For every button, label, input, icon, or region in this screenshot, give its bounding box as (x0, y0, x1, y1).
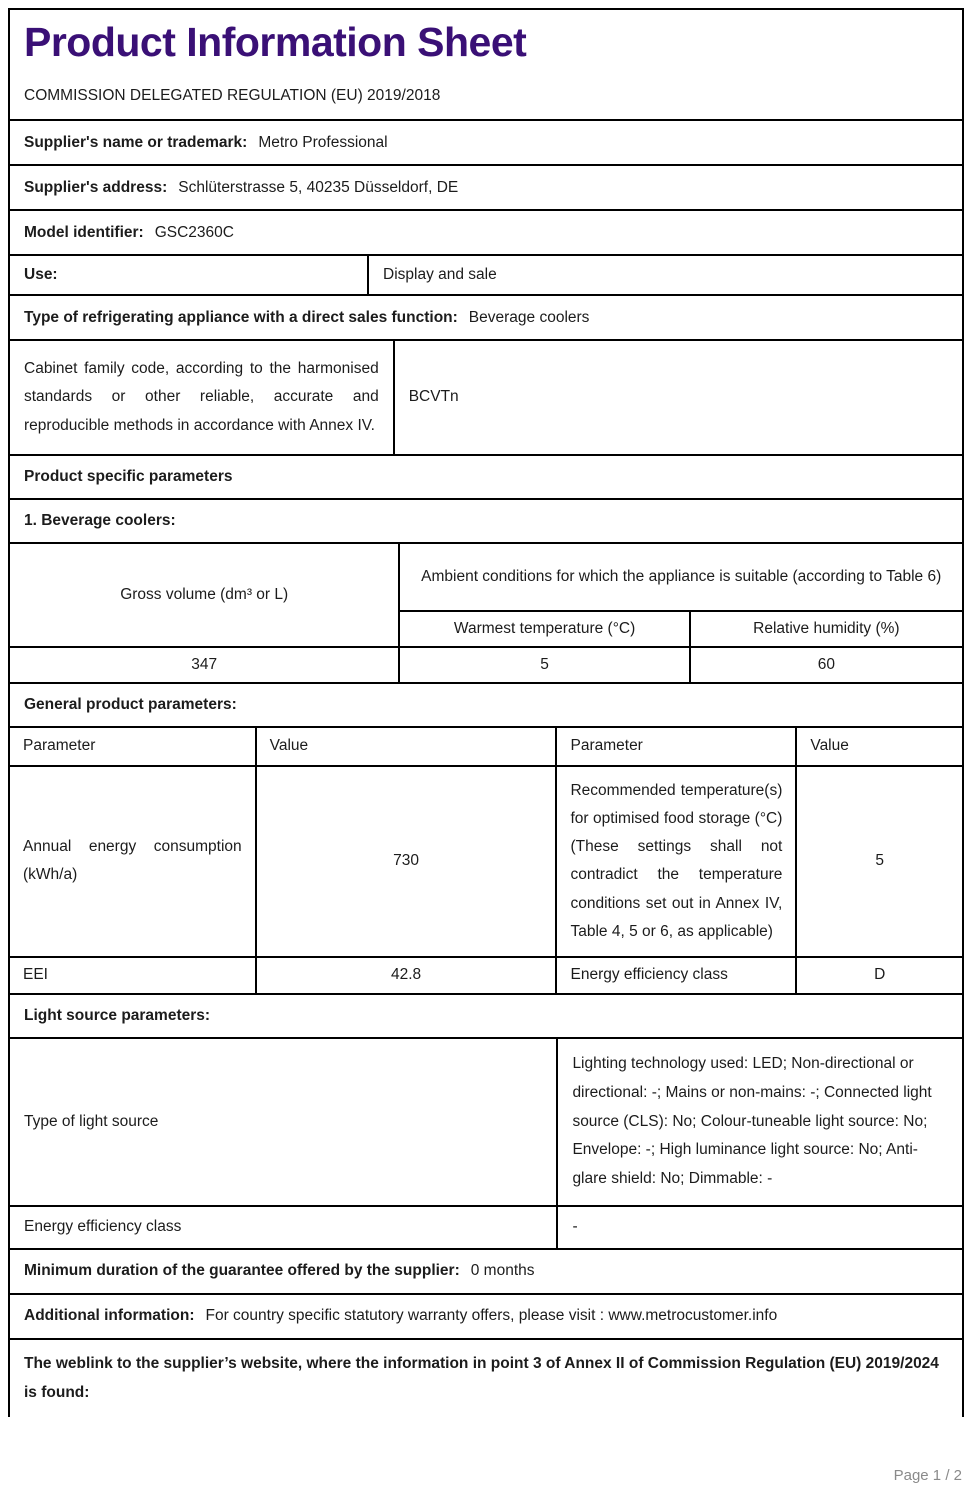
appliance-type-value: Beverage coolers (468, 308, 590, 326)
cabinet-family-value-cell (393, 341, 962, 454)
light-source-type-value (556, 1039, 962, 1205)
guarantee-row (10, 1248, 962, 1293)
column-header-value-1: Value (255, 728, 556, 765)
section-light-source: Light source parameters: (10, 993, 962, 1037)
appliance-type-label: Type of refrigerating appliance with a direct sales function: (24, 308, 458, 326)
annual-energy-value: 730 (255, 765, 556, 956)
recommended-temperature-label: Recommended temperature(s) for optimised food storage (°C) (These settings shall not contradict the temperature conditions set out in Annex IV, Table 4, 5 or 6, as applicable) (555, 765, 795, 956)
model-identifier-label: Model identifier: (24, 223, 144, 241)
gross-volume-value: 347 (10, 646, 398, 682)
light-energy-class-label: Energy efficiency class (10, 1205, 556, 1248)
light-source-type-label: Type of light source (24, 1112, 159, 1130)
recommended-temperature-value: 5 (795, 765, 962, 956)
supplier-address-value: Schlüterstrasse 5, 40235 Düsseldorf, DE (178, 178, 459, 196)
warmest-temperature-value: 5 (398, 646, 688, 682)
energy-class-value: D (795, 956, 962, 993)
gross-volume-header: Gross volume (dm³ or L) (120, 585, 289, 603)
title-block (10, 10, 962, 119)
cabinet-family-label: Cabinet family code, according to the harmonised standards or other reliable, accurate and reproducible methods in accordance with Annex IV. (24, 360, 379, 434)
use-label-cell (10, 256, 367, 294)
regulation-subtitle: COMMISSION DELEGATED REGULATION (EU) 2019/2018 (24, 87, 441, 105)
section-product-specific: Product specific parameters (10, 454, 962, 498)
cabinet-family-label-cell (10, 341, 393, 454)
guarantee-value: 0 months (470, 1262, 535, 1280)
use-row (10, 254, 962, 294)
additional-information-row (10, 1293, 962, 1338)
warmest-temperature-header: Warmest temperature (°C) (398, 610, 688, 646)
column-header-parameter-2: Parameter (555, 728, 795, 765)
energy-class-label: Energy efficiency class (555, 956, 795, 993)
supplier-address-row (10, 164, 962, 209)
supplier-name-row (10, 119, 962, 164)
weblink-row (10, 1338, 962, 1417)
general-parameters-table (10, 726, 962, 993)
supplier-name-value: Metro Professional (258, 133, 388, 151)
annual-energy-label: Annual energy consumption (kWh/a) (10, 765, 255, 956)
guarantee-label: Minimum duration of the guarantee offered by the supplier: (24, 1262, 460, 1280)
light-energy-class-value: - (556, 1205, 962, 1248)
use-value: Display and sale (383, 266, 497, 284)
column-header-parameter-1: Parameter (23, 737, 96, 755)
page-number: Page 1 / 2 (893, 1467, 962, 1484)
light-source-table (10, 1037, 962, 1248)
model-identifier-value: GSC2360C (154, 223, 234, 241)
additional-information-label: Additional information: (24, 1307, 195, 1325)
eei-label: EEI (10, 956, 255, 993)
relative-humidity-header: Relative humidity (%) (689, 610, 962, 646)
use-value-cell (367, 256, 962, 294)
supplier-name-label: Supplier's name or trademark: (24, 133, 248, 151)
supplier-address-label: Supplier's address: (24, 178, 168, 196)
use-label: Use: (24, 266, 58, 284)
cabinet-family-value: BCVTn (408, 388, 459, 406)
additional-information-value: For country specific statutory warranty offers, please visit : www.metrocustomer.info (205, 1307, 778, 1325)
light-source-type-text: Lighting technology used: LED; Non-directional or directional: -; Mains or non-mains: -; Connected light source (CLS): No; Colour-tuneable light source: No; Envelope: -; High luminance light source: No; Anti-glare shield: No; Dimmable: - (572, 1055, 932, 1187)
model-identifier-row (10, 209, 962, 254)
weblink-label: The weblink to the supplier’s website, where the information in point 3 of Annex II of Commission Regulation (EU) 2019/2024 is found: (24, 1354, 939, 1401)
cabinet-family-row (10, 339, 962, 454)
section-beverage-coolers: 1. Beverage coolers: (10, 498, 962, 542)
column-header-value-2: Value (795, 728, 962, 765)
appliance-type-row (10, 294, 962, 339)
relative-humidity-value: 60 (689, 646, 962, 682)
section-general-parameters: General product parameters: (10, 682, 962, 726)
ambient-conditions-header: Ambient conditions for which the appliance is suitable (according to Table 6) (398, 544, 962, 610)
page-title: Product Information Sheet (24, 19, 527, 65)
product-information-sheet (8, 8, 964, 1417)
beverage-coolers-table (10, 542, 962, 682)
eei-value: 42.8 (255, 956, 556, 993)
